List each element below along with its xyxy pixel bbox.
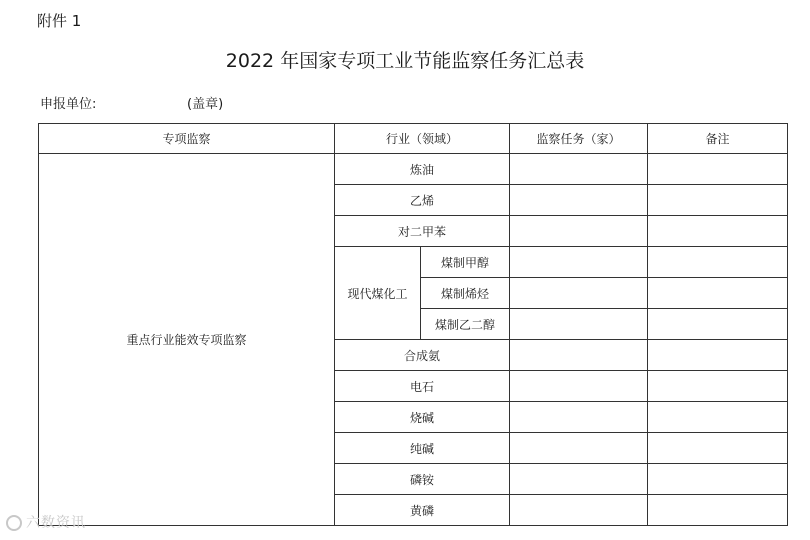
industry-cell: 煤制乙二醇 (421, 309, 510, 340)
watermark-text: 六数资讯 (26, 515, 86, 531)
tasks-cell[interactable] (510, 433, 648, 464)
reporting-unit-label: 申报单位: (40, 97, 97, 112)
notes-cell[interactable] (648, 247, 788, 278)
industry-cell: 煤制烯烃 (421, 278, 510, 309)
page-title: 2022 年国家专项工业节能监察任务汇总表 (225, 50, 585, 72)
notes-cell[interactable] (648, 371, 788, 402)
tasks-cell[interactable] (510, 402, 648, 433)
tasks-cell[interactable] (510, 371, 648, 402)
tasks-cell[interactable] (510, 464, 648, 495)
industry-cell: 烧碱 (335, 402, 510, 433)
header-notes: 备注 (648, 124, 788, 154)
tasks-cell[interactable] (510, 154, 648, 185)
header-special-inspection: 专项监察 (39, 124, 335, 154)
tasks-cell[interactable] (510, 340, 648, 371)
watermark-logo-icon (6, 515, 22, 531)
notes-cell[interactable] (648, 278, 788, 309)
industry-cell: 煤制甲醇 (421, 247, 510, 278)
industry-cell: 磷铵 (335, 464, 510, 495)
industry-cell: 合成氨 (335, 340, 510, 371)
attachment-label: 附件 1 (37, 12, 82, 30)
table-row (39, 154, 788, 185)
notes-cell[interactable] (648, 154, 788, 185)
industry-cell: 纯碱 (335, 433, 510, 464)
watermark (6, 512, 86, 532)
tasks-cell[interactable] (510, 247, 648, 278)
industry-cell: 对二甲苯 (335, 216, 510, 247)
industry-cell: 乙烯 (335, 185, 510, 216)
tasks-cell[interactable] (510, 216, 648, 247)
notes-cell[interactable] (648, 495, 788, 526)
tasks-cell[interactable] (510, 185, 648, 216)
tasks-cell[interactable] (510, 278, 648, 309)
notes-cell[interactable] (648, 464, 788, 495)
notes-cell[interactable] (648, 340, 788, 371)
notes-cell[interactable] (648, 185, 788, 216)
industry-cell: 炼油 (335, 154, 510, 185)
seal-label: (盖章) (187, 97, 224, 112)
tasks-cell[interactable] (510, 309, 648, 340)
notes-cell[interactable] (648, 216, 788, 247)
tasks-cell[interactable] (510, 495, 648, 526)
header-industry: 行业（领域） (335, 124, 510, 154)
notes-cell[interactable] (648, 402, 788, 433)
category-cell: 重点行业能效专项监察 (39, 154, 335, 526)
table-header-row (39, 124, 788, 154)
header-inspection-tasks: 监察任务（家） (510, 124, 648, 154)
industry-cell: 电石 (335, 371, 510, 402)
industry-cell: 黄磷 (335, 495, 510, 526)
notes-cell[interactable] (648, 433, 788, 464)
notes-cell[interactable] (648, 309, 788, 340)
coal-chem-group-cell: 现代煤化工 (335, 247, 421, 340)
task-summary-table (38, 123, 788, 526)
